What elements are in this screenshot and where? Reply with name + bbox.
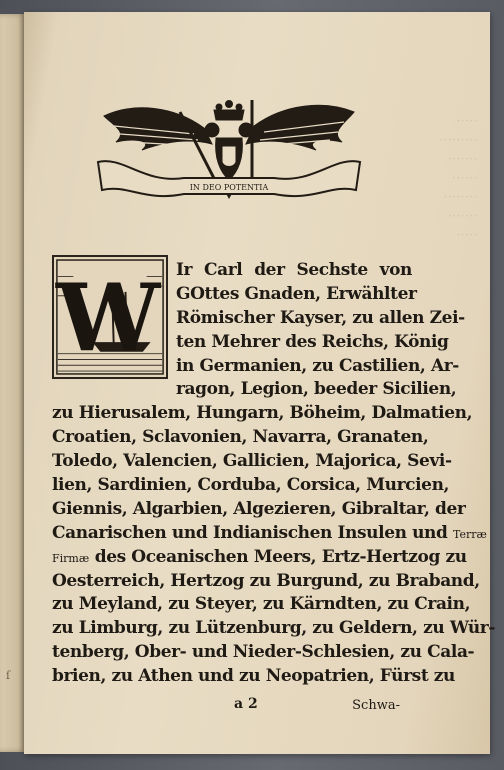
- body-text: [52, 259, 495, 689]
- latin-term: Terræ: [453, 527, 487, 541]
- text-line: [52, 522, 487, 546]
- text-line: Croatien, Sclavonien, Navarra, Granaten,: [52, 427, 429, 448]
- show-through-text: ····· ········· ······· ······ ········ ······· ·····: [439, 114, 478, 242]
- margin-mark: ſ: [6, 669, 11, 682]
- text-line: Giennis, Algarbien, Algezieren, Gibraltar, der: [52, 498, 466, 519]
- double-headed-eagle-emblem: [94, 98, 364, 208]
- text-line: tenberg, Ober- und Nieder-Schlesien, zu Cala-: [52, 642, 475, 663]
- text-line: Oesterreich, Hertzog zu Burgund, zu Braband,: [52, 570, 480, 591]
- signature-mark: a 2: [234, 696, 258, 712]
- catchword: Schwa-: [352, 698, 400, 713]
- document-page: [24, 12, 495, 754]
- emblem-banner-text: IN DEO POTENTIA: [189, 183, 269, 192]
- text-line-segment: Canarischen und Indianischen Insulen und: [52, 522, 448, 543]
- text-line: zu Hierusalem, Hungarn, Böheim, Dalmatien,: [52, 403, 473, 424]
- text-line-segment: des Oceanischen Meers, Ertz-Hertzog zu: [94, 546, 467, 567]
- text-line: in Germanien, zu Castilien, Ar-: [176, 355, 459, 376]
- text-line: ten Mehrer des Reichs, König: [176, 331, 449, 352]
- text-line: [52, 546, 467, 570]
- text-line: Ir Carl der Sechste von: [176, 260, 412, 280]
- text-line: Toledo, Valencien, Gallicien, Majorica, Sevi-: [52, 451, 452, 472]
- text-line: zu Meyland, zu Steyer, zu Kärndten, zu Crain,: [52, 594, 471, 615]
- text-line: Römischer Kayser, zu allen Zei-: [176, 307, 465, 328]
- text-line: lien, Sardinien, Corduba, Corsica, Murcien,: [52, 475, 450, 496]
- initial-letter: W: [56, 262, 161, 372]
- text-line: ragon, Legion, beeder Sicilien,: [176, 379, 457, 400]
- page-footer: [24, 696, 490, 716]
- text-line: brien, zu Athen und zu Neopatrien, Fürst zu: [52, 666, 456, 687]
- left-page-edge: [0, 14, 26, 752]
- text-line: zu Limburg, zu Lützenburg, zu Geldern, zu Wür-: [52, 618, 495, 639]
- text-line: GOttes Gnaden, Erwählter: [176, 283, 417, 304]
- latin-term: Firmæ: [52, 551, 90, 565]
